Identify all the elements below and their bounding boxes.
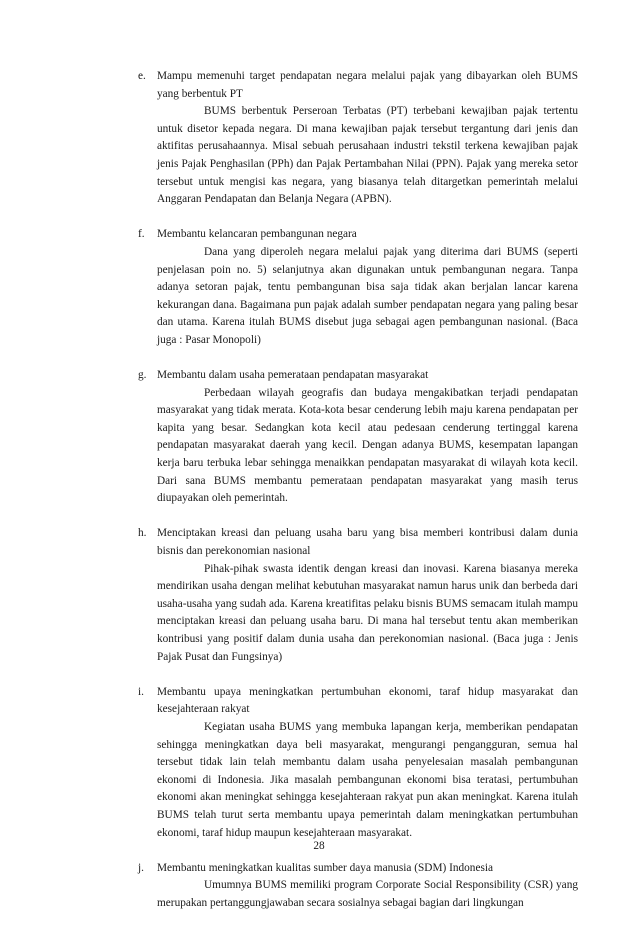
list-item-h	[138, 525, 578, 666]
item-marker: e.	[138, 70, 146, 82]
list-item-e	[138, 68, 578, 209]
item-title: Membantu meningkatkan kualitas sumber daya manusia (SDM) Indonesia	[157, 861, 494, 874]
item-paragraph: Perbedaan wilayah geografis dan budaya mengakibatkan terjadi pendapatan masyarakat yang tidak merata. Kota-kota besar cenderung lebih maju karena pendapatan per kapita yang besar. Sedangkan kota kecil atau pedesaan cenderung tertinggal karena pendapatan masyarakat daerah yang kecil. Dengan adanya BUMS, kesempatan lapangan kerja baru terbuka lebar sehingga menaikkan pendapatan masyarakat di wilayah kota kecil. Dari sana BUMS membantu pemerataan pendapatan masyarakat yang masih terus diupayakan oleh pemerintah.	[157, 386, 578, 505]
item-marker: g.	[138, 369, 147, 382]
item-title: Menciptakan kreasi dan peluang usaha baru yang bisa memberi kontribusi dalam dunia bisnis dan perekonomian nasional	[157, 527, 578, 558]
item-paragraph: Umumnya BUMS memiliki program Corporate Social Responsibility (CSR) yang merupakan pertanggungjawaban secara sosialnya sebagai bagian dari lingkungan	[157, 879, 578, 909]
item-title: Membantu dalam usaha pemerataan pendapatan masyarakat	[157, 369, 429, 382]
item-paragraph: BUMS berbentuk Perseroan Terbatas (PT) terbebani kewajiban pajak tertentu untuk disetor kepada negara. Di mana kewajiban pajak tersebut tergantung dari jenis dan aktifitas perusahaannya. Misal sebuah perusahaan industri tekstil terkena kewajiban pajak jenis Pajak Penghasilan (PPh) dan Pajak Pertambahan Nilai (PPN). Pajak yang mereka setor tersebut untuk mengisi kas negara, yang biasanya telah ditargetkan pemerintah melalui Anggaran Pendapatan dan Belanja Negara (APBN).	[157, 105, 578, 206]
item-marker: f.	[138, 228, 145, 241]
item-title: Membantu kelancaran pembangunan negara	[157, 228, 357, 241]
list-item-j	[138, 860, 578, 913]
item-title: Membantu upaya meningkatkan pertumbuhan ekonomi, taraf hidup masyarakat dan kesejahteraan rakyat	[157, 685, 578, 716]
page-number: 28	[313, 840, 325, 852]
list-item-i	[138, 684, 578, 842]
item-marker: j.	[138, 861, 144, 874]
item-title: Mampu memenuhi target pendapatan negara melalui pajak yang dibayarkan oleh BUMS yang berbentuk PT	[157, 70, 578, 100]
item-paragraph: Dana yang diperoleh negara melalui pajak yang diterima dari BUMS (seperti penjelasan poin no. 5) selanjutnya akan digunakan untuk pembangunan negara. Tanpa adanya setoran pajak, tentu pembangunan bisa saja tidak akan berjalan lancar karena kekurangan dana. Bagaimana pun pajak adalah sumber pendapatan negara yang paling besar dan utama. Karena itulah BUMS disebut juga sebagai agen pembangunan nasional. (Baca juga : Pasar Monopoli)	[157, 245, 578, 346]
document-body	[138, 68, 578, 930]
item-marker: h.	[138, 527, 147, 540]
item-marker: i.	[138, 685, 144, 698]
list-item-f	[138, 226, 578, 349]
item-paragraph: Pihak-pihak swasta identik dengan kreasi dan inovasi. Karena biasanya mereka mendirikan usaha dengan melihat kebutuhan masyarakat namun harus unik dan berbeda dari usaha-usaha yang sudah ada. Karena kreatifitas pelaku bisnis BUMS semacam itulah mampu menciptakan kreasi dan peluang usaha baru. Di mana hal tersebut tentu akan memberikan kontribusi yang positif dalam dunia usaha dan perekonomian nasional. (Baca juga : Jenis Pajak Pusat dan Fungsinya)	[157, 562, 579, 663]
item-paragraph: Kegiatan usaha BUMS yang membuka lapangan kerja, memberikan pendapatan sehingga meningkatkan daya beli masyarakat, mengurangi pengangguran, semua hal tersebut tidak lain telah membantu dalam usaha penyelesaian masalah pembangunan ekonomi di Indonesia. Jika masalah pembangunan ekonomi bisa teratasi, pertumbuhan ekonomi akan meningkat sehingga kesejahteraan rakyat pun akan meningkat. Karena itulah BUMS telah turut serta membantu upaya pemerintah dalam meningkatkan pertumbuhan ekonomi, taraf hidup maupun kesejahteraan masyarakat.	[157, 720, 578, 839]
list-item-g	[138, 367, 578, 508]
